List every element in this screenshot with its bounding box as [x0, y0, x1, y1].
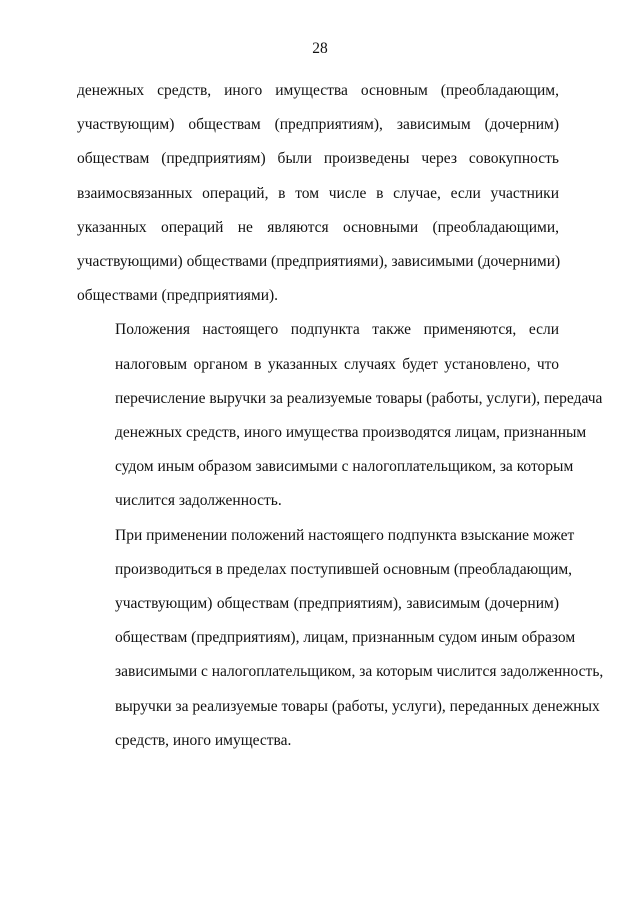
text-line: участвующими) обществами (предприятиями), зависимыми (дочерними) [77, 253, 561, 271]
text-line: выручки за реализуемые товары (работы, услуги), переданных денежных [115, 697, 600, 715]
paragraph-2 [77, 313, 603, 518]
text-line: При применении положений настоящего подпункта взыскание может [115, 526, 575, 544]
text-line: участвующим) обществам (предприятиям), зависимым (дочерним) [115, 595, 559, 613]
text-line: налоговым органом в указанных случаях будет установлено, что [115, 355, 559, 373]
text-line: участвующим) обществам (предприятиям), зависимым (дочерним) [77, 116, 559, 134]
text-line: обществам (предприятиям), лицам, признанным судом иным образом [115, 629, 576, 647]
text-line: взаимосвязанных операций, в том числе в случае, если участники [77, 184, 559, 202]
document-body [77, 74, 604, 758]
paragraph-3 [77, 519, 604, 758]
text-line: числится задолженность. [115, 492, 282, 510]
paragraph-1 [77, 74, 559, 313]
text-line: зависимыми с налогоплательщиком, за которым числится задолженность, [115, 663, 604, 681]
text-line: указанных операций не являются основными (преобладающими, [77, 218, 559, 236]
page-number: 28 [312, 40, 328, 57]
text-line: судом иным образом зависимыми с налогоплательщиком, за которым [115, 458, 574, 476]
text-line: средств, иного имущества. [115, 731, 292, 749]
text-line: денежных средств, иного имущества производятся лицам, признанным [115, 424, 587, 442]
text-line: производиться в пределах поступившей основным (преобладающим, [115, 560, 573, 578]
text-line: перечисление выручки за реализуемые товары (работы, услуги), передача [115, 389, 603, 407]
text-line: обществами (предприятиями). [77, 287, 279, 305]
text-line: денежных средств, иного имущества основным (преобладающим, [77, 82, 559, 99]
text-line: обществам (предприятиям) были произведены через совокупность [77, 150, 559, 168]
text-line: Положения настоящего подпункта также применяются, если [115, 321, 559, 339]
